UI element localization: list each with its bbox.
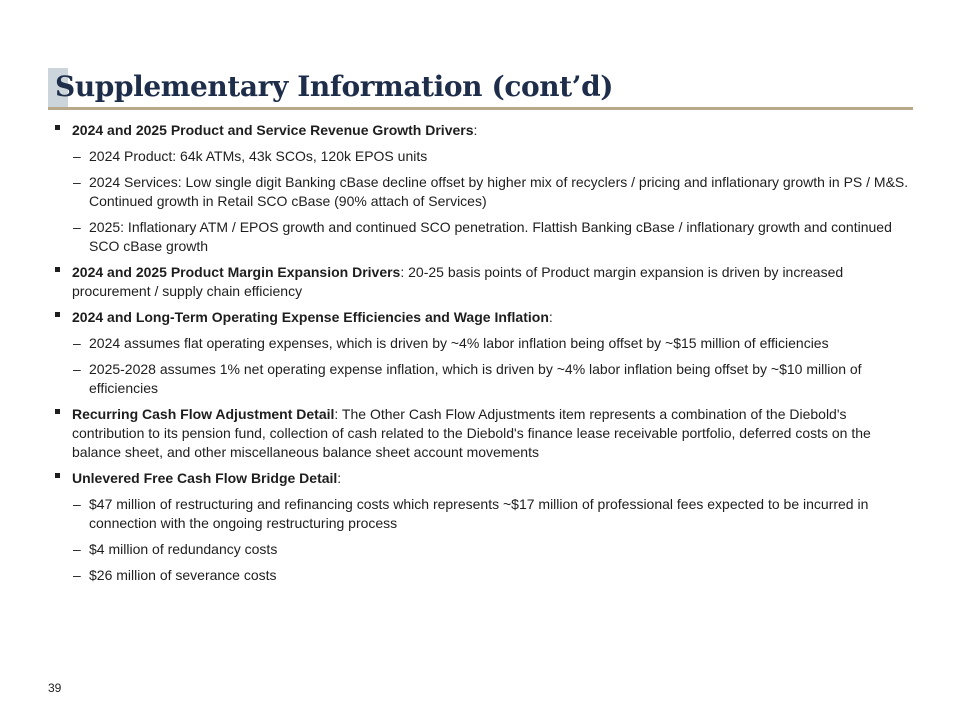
bullet-recurring-cash-flow-adjustment: Recurring Cash Flow Adjustment Detail: The Other Cash Flow Adjustments item represents a combination of the Diebold's contribution to its pension fund, collection of cash related to the Diebold's finance lease receivable portfolio, deferred costs on the balance sheet, and other miscellaneous balance sheet account movements	[54, 405, 912, 462]
bullet-operating-expense-efficiencies: 2024 and Long-Term Operating Expense Efficiencies and Wage Inflation:	[54, 308, 912, 327]
dash-bullet-icon: –	[73, 541, 81, 557]
sub-bullet-redundancy-costs: – $4 million of redundancy costs	[73, 541, 278, 557]
sub-bullet-2025: – 2025: Inflationary ATM / EPOS growth and continued SCO penetration. Flattish Banking cBase / inflationary growth and continued SCO cBase growth	[73, 219, 892, 254]
dash-bullet-icon: –	[73, 335, 81, 351]
page-number: 39	[48, 681, 62, 695]
square-bullet-icon	[55, 312, 60, 317]
dash-bullet-icon: –	[73, 148, 81, 164]
dash-bullet-icon: –	[73, 567, 81, 583]
sub-bullet-2024-opex: – 2024 assumes flat operating expenses, which is driven by ~4% labor inflation being offset by ~$15 million of efficiencies	[73, 335, 829, 351]
sub-bullet-2024-product: – 2024 Product: 64k ATMs, 43k SCOs, 120k EPOS units	[73, 148, 428, 164]
sub-bullet-severance-costs: – $26 million of severance costs	[73, 567, 277, 583]
square-bullet-icon	[55, 267, 60, 272]
dash-bullet-icon: –	[73, 219, 81, 235]
title-divider	[48, 107, 913, 110]
square-bullet-icon	[55, 125, 60, 130]
square-bullet-icon	[55, 409, 60, 414]
sub-bullet-restructuring-costs: – $47 million of restructuring and refinancing costs which represents ~$17 million of professional fees expected to be incurred in connection with the ongoing restructuring process	[73, 496, 869, 531]
sub-bullet-2024-services: – 2024 Services: Low single digit Banking cBase decline offset by higher mix of recyclers / pricing and inflationary growth in PS / M&S. Continued growth in Retail SCO cBase (90% attach of Services)	[73, 174, 909, 209]
bullet-unlevered-fcf-bridge: Unlevered Free Cash Flow Bridge Detail:	[54, 469, 912, 488]
dash-bullet-icon: –	[73, 174, 81, 190]
bullet-revenue-growth-drivers: 2024 and 2025 Product and Service Revenue Growth Drivers:	[54, 121, 912, 140]
dash-bullet-icon: –	[73, 496, 81, 512]
sub-bullet-2025-2028-opex: – 2025-2028 assumes 1% net operating expense inflation, which is driven by ~4% labor inflation being offset by ~$10 million of efficiencies	[73, 361, 862, 396]
square-bullet-icon	[55, 473, 60, 478]
page-title: Supplementary Information (cont’d)	[55, 70, 614, 103]
bullet-list	[54, 121, 912, 592]
bullet-product-margin-drivers: 2024 and 2025 Product Margin Expansion Drivers: 20-25 basis points of Product margin expansion is driven by increased procurement / supply chain efficiency	[54, 263, 912, 301]
dash-bullet-icon: –	[73, 361, 81, 377]
